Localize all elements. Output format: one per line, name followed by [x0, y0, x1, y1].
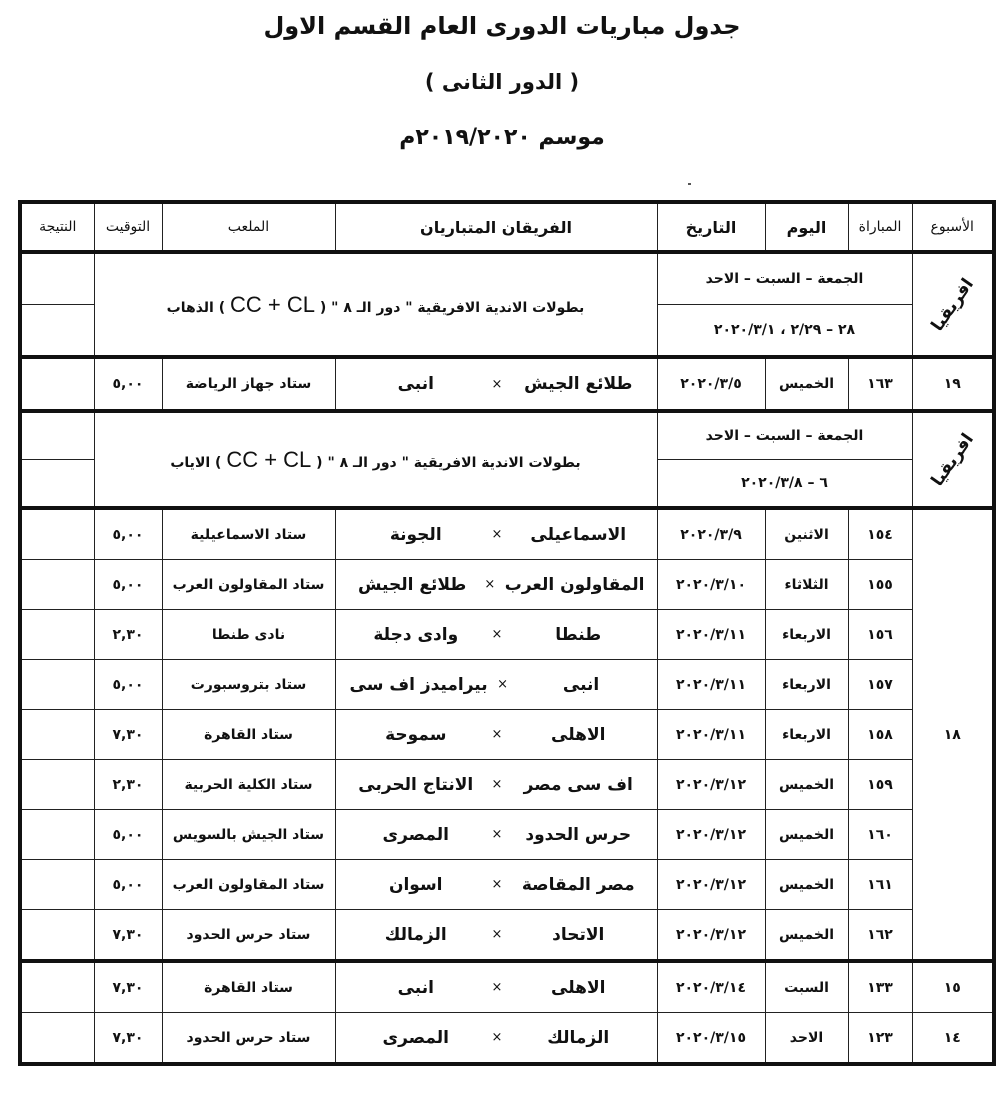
- home-team: اف سى مصر: [523, 774, 633, 795]
- match-number: ١٥٥: [848, 560, 912, 610]
- away-team: المصرى: [382, 824, 449, 845]
- away-team: بيراميدز اف سى: [349, 674, 488, 695]
- schedule-table: [18, 200, 996, 1066]
- away-team: انبى: [397, 977, 434, 998]
- stadium: ستاد الجيش بالسويس: [162, 810, 335, 860]
- home-team: طلائع الجيش: [524, 374, 633, 394]
- vs-icon: ×: [491, 777, 503, 792]
- col-day: اليوم: [765, 202, 848, 252]
- stadium: ستاد الاسماعيلية: [162, 508, 335, 560]
- match-date: ٢٠٢٠/٣/١٤: [657, 961, 765, 1013]
- table-row: [20, 508, 994, 560]
- result-cell: [20, 411, 94, 460]
- week-number: ١٥: [912, 961, 994, 1013]
- result-cell: [20, 508, 94, 560]
- vs-icon: ×: [491, 627, 503, 642]
- match-date: ٢٠٢٠/٣/١١: [657, 710, 765, 760]
- kickoff-time: ٧,٣٠: [94, 961, 162, 1013]
- kickoff-time: ٥,٠٠: [94, 860, 162, 910]
- match-date: ٢٠٢٠/٣/١٥: [657, 1013, 765, 1065]
- match-day: الاربعاء: [765, 610, 848, 660]
- home-team: حرس الحدود: [525, 824, 632, 845]
- stadium: ستاد الكلية الحربية: [162, 760, 335, 810]
- match-date: ٢٠٢٠/٣/٩: [657, 508, 765, 560]
- vs-icon: ×: [491, 527, 503, 542]
- kickoff-time: ٢,٣٠: [94, 760, 162, 810]
- match-number: ١٢٣: [848, 1013, 912, 1065]
- stadium: ستاد حرس الحدود: [162, 1013, 335, 1065]
- match-number: ١٦٣: [848, 357, 912, 411]
- round-subtitle: ( الدور الثانى ): [424, 70, 580, 94]
- stadium: ستاد القاهرة: [162, 710, 335, 760]
- table-row: [20, 660, 994, 710]
- table-row: [20, 760, 994, 810]
- home-team: الزمالك: [547, 1027, 610, 1048]
- match-day: الخميس: [765, 860, 848, 910]
- match-day: الاحد: [765, 1013, 848, 1065]
- match-day: الخميس: [765, 760, 848, 810]
- kickoff-time: ٧,٣٠: [94, 1013, 162, 1065]
- kickoff-time: ٥,٠٠: [94, 560, 162, 610]
- stadium: ستاد المقاولون العرب: [162, 860, 335, 910]
- table-row: [20, 710, 994, 760]
- col-week: الأسبوع: [912, 202, 994, 252]
- match-number: ١٣٣: [848, 961, 912, 1013]
- table-header-row: [20, 202, 994, 252]
- stadium: نادى طنطا: [162, 610, 335, 660]
- match-day: الاربعاء: [765, 710, 848, 760]
- table-row: [20, 560, 994, 610]
- match-day: الخميس: [765, 810, 848, 860]
- table-row: [20, 610, 994, 660]
- home-team: المقاولون العرب: [504, 574, 645, 595]
- vs-icon: ×: [491, 1030, 503, 1045]
- result-cell: [20, 961, 94, 1013]
- scan-speck: [688, 183, 691, 185]
- africa-block-row: [20, 411, 994, 460]
- result-cell: [20, 810, 94, 860]
- match-day: الاثنين: [765, 508, 848, 560]
- teams-cell: [335, 961, 657, 1013]
- stadium: ستاد جهاز الرياضة: [162, 357, 335, 411]
- match-date: ٢٠٢٠/٣/١١: [657, 660, 765, 710]
- africa-dates: ٢٨ – ٢/٢٩ ، ٢٠٢٠/٣/١: [657, 305, 912, 358]
- vs-icon: ×: [491, 727, 503, 742]
- col-stadium: الملعب: [162, 202, 335, 252]
- kickoff-time: ٥,٠٠: [94, 810, 162, 860]
- match-number: ١٥٩: [848, 760, 912, 810]
- result-cell: [20, 252, 94, 305]
- kickoff-time: ٥,٠٠: [94, 508, 162, 560]
- vs-icon: ×: [491, 827, 503, 842]
- table-row: [20, 810, 994, 860]
- teams-cell: [335, 710, 657, 760]
- result-cell: [20, 910, 94, 962]
- teams-cell: [335, 810, 657, 860]
- home-team: انبى: [562, 674, 600, 695]
- vs-icon: ×: [497, 677, 509, 692]
- table-row: [20, 910, 994, 962]
- season-label: موسم ٢٠١٩/٢٠٢٠م: [399, 125, 605, 150]
- match-number: ١٥٨: [848, 710, 912, 760]
- col-result: النتيجة: [20, 202, 94, 252]
- week-number: ١٤: [912, 1013, 994, 1065]
- week-number: ١٨: [912, 508, 994, 961]
- home-team: الاتحاد: [552, 924, 605, 945]
- africa-week-cell: افريقيا: [912, 252, 994, 357]
- match-number: ١٥٤: [848, 508, 912, 560]
- table-row: [20, 1013, 994, 1065]
- away-team: انبى: [397, 374, 434, 394]
- africa-competition-text: بطولات الاندية الافريقية " دور الـ ٨ " ( CC + CL ) الذهاب: [94, 252, 657, 357]
- africa-dates: ٦ – ٢٠٢٠/٣/٨: [657, 460, 912, 509]
- vs-icon: ×: [491, 980, 503, 995]
- vs-icon: ×: [491, 376, 503, 392]
- away-team: اسوان: [388, 874, 443, 895]
- home-team: مصر المقاصة: [521, 874, 635, 895]
- vs-icon: ×: [491, 927, 503, 942]
- match-date: ٢٠٢٠/٣/١٢: [657, 860, 765, 910]
- away-team: الانتاج الحربى: [358, 774, 474, 795]
- result-cell: [20, 1013, 94, 1065]
- match-number: ١٦٢: [848, 910, 912, 962]
- match-date: ٢٠٢٠/٣/٥: [657, 357, 765, 411]
- africa-week-cell: افريقيا: [912, 411, 994, 508]
- vs-icon: ×: [491, 877, 503, 892]
- match-number: ١٦١: [848, 860, 912, 910]
- match-day: الخميس: [765, 357, 848, 411]
- col-match: المباراة: [848, 202, 912, 252]
- kickoff-time: ٥,٠٠: [94, 357, 162, 411]
- teams-cell: [335, 660, 657, 710]
- teams-cell: [335, 560, 657, 610]
- teams-cell: [335, 508, 657, 560]
- africa-competition-text: بطولات الاندية الافريقية " دور الـ ٨ " ( CC + CL ) الاياب: [94, 411, 657, 508]
- kickoff-time: ٢,٣٠: [94, 610, 162, 660]
- away-team: الجونة: [389, 524, 442, 545]
- match-number: ١٥٦: [848, 610, 912, 660]
- teams-cell: [335, 610, 657, 660]
- stadium: ستاد القاهرة: [162, 961, 335, 1013]
- teams-cell: [335, 910, 657, 962]
- kickoff-time: ٧,٣٠: [94, 910, 162, 962]
- kickoff-time: ٧,٣٠: [94, 710, 162, 760]
- result-cell: [20, 860, 94, 910]
- week-number: ١٩: [912, 357, 994, 411]
- teams-cell: [335, 357, 657, 411]
- match-date: ٢٠٢٠/٣/١١: [657, 610, 765, 660]
- result-cell: [20, 357, 94, 411]
- result-cell: [20, 710, 94, 760]
- match-date: ٢٠٢٠/٣/١٢: [657, 810, 765, 860]
- stadium: ستاد المقاولون العرب: [162, 560, 335, 610]
- result-cell: [20, 660, 94, 710]
- away-team: وادى دجلة: [373, 624, 459, 645]
- match-date: ٢٠٢٠/٣/١٠: [657, 560, 765, 610]
- home-team: الاسماعيلى: [530, 524, 627, 545]
- africa-block-row: [20, 252, 994, 305]
- match-day: السبت: [765, 961, 848, 1013]
- table-row: [20, 357, 994, 411]
- home-team: الاهلى: [551, 977, 606, 998]
- away-team: الزمالك: [384, 924, 447, 945]
- stadium: ستاد بتروسبورت: [162, 660, 335, 710]
- match-day: الثلاثاء: [765, 560, 848, 610]
- kickoff-time: ٥,٠٠: [94, 660, 162, 710]
- match-date: ٢٠٢٠/٣/١٢: [657, 910, 765, 962]
- result-cell: [20, 610, 94, 660]
- result-cell: [20, 460, 94, 509]
- table-row: [20, 860, 994, 910]
- home-team: طنطا: [555, 624, 602, 645]
- away-team: طلائع الجيش: [357, 574, 467, 595]
- stadium: ستاد حرس الحدود: [162, 910, 335, 962]
- match-number: ١٦٠: [848, 810, 912, 860]
- away-team: سموحة: [385, 724, 447, 745]
- col-teams: الفريقان المتباريان: [335, 202, 657, 252]
- document-title: جدول مباريات الدورى العام القسم الاول: [263, 12, 741, 40]
- match-date: ٢٠٢٠/٣/١٢: [657, 760, 765, 810]
- teams-cell: [335, 760, 657, 810]
- col-date: التاريخ: [657, 202, 765, 252]
- away-team: المصرى: [382, 1027, 449, 1048]
- result-cell: [20, 760, 94, 810]
- teams-cell: [335, 860, 657, 910]
- teams-cell: [335, 1013, 657, 1065]
- match-day: الاربعاء: [765, 660, 848, 710]
- vs-icon: ×: [484, 577, 496, 592]
- col-time: التوقيت: [94, 202, 162, 252]
- match-number: ١٥٧: [848, 660, 912, 710]
- result-cell: [20, 305, 94, 358]
- table-row: [20, 961, 994, 1013]
- result-cell: [20, 560, 94, 610]
- match-day: الخميس: [765, 910, 848, 962]
- africa-days: الجمعة – السبت – الاحد: [657, 252, 912, 305]
- africa-days: الجمعة – السبت – الاحد: [657, 411, 912, 460]
- home-team: الاهلى: [551, 724, 606, 745]
